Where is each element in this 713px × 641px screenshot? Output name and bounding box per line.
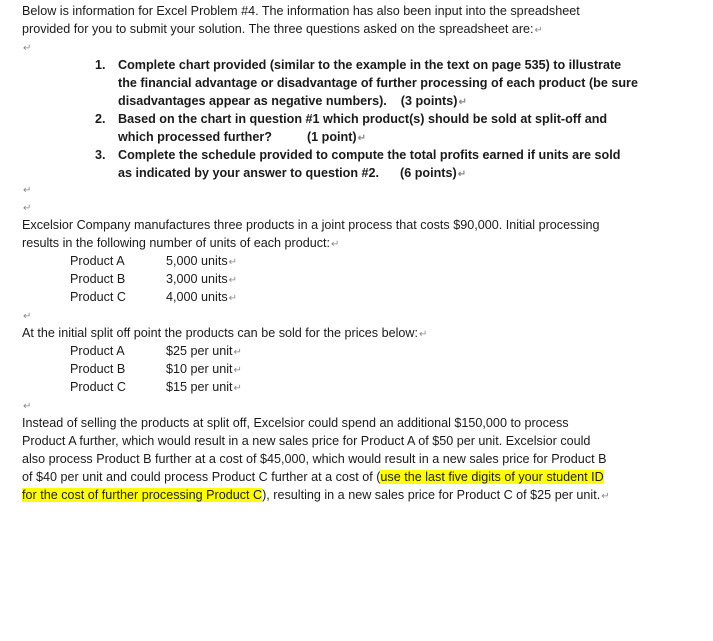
final-line-4 xyxy=(22,468,604,486)
question-text xyxy=(118,56,658,112)
question-line-last xyxy=(118,164,658,184)
product-value-text: 5,000 units xyxy=(166,254,228,268)
question-number: 3. xyxy=(95,148,106,162)
paragraph-mark-icon: ↵ xyxy=(233,347,242,358)
question-number: 1. xyxy=(95,58,106,72)
product-value-text: 3,000 units xyxy=(166,272,228,286)
product-value xyxy=(166,252,237,272)
paragraph-mark-icon: ↵ xyxy=(23,401,32,412)
product-value-text: $25 per unit xyxy=(166,344,233,358)
final-line-1 xyxy=(22,414,569,432)
question-line: disadvantages appear as negative numbers). (3 points) xyxy=(118,94,458,108)
intro-line-1 xyxy=(22,2,580,20)
empty-paragraph xyxy=(22,306,31,326)
paragraph-mark-icon: ↵ xyxy=(23,311,32,322)
company-line-2-text: results in the following number of units of each product: xyxy=(22,236,331,250)
company-line-1-text: Excelsior Company manufactures three products in a joint process that costs $90,000. Initial processing xyxy=(22,218,600,232)
product-value xyxy=(166,360,242,380)
empty-paragraph xyxy=(22,198,31,218)
paragraph-mark-icon: ↵ xyxy=(357,133,366,144)
paragraph-mark-icon: ↵ xyxy=(228,257,238,268)
final-line-2-text: Product A further, which would result in a new sales price for Product A of $50 per unit. Excelsior could xyxy=(22,434,591,448)
final-line-4-text: of $40 per unit and could process Product C further at a cost of ( xyxy=(22,470,381,484)
final-line-5 xyxy=(22,486,610,506)
split-line-1-text: At the initial split off point the products can be sold for the prices below: xyxy=(22,326,418,340)
question-text xyxy=(118,110,658,148)
question-line: the financial advantage or disadvantage of further processing of each product (be sure xyxy=(118,76,638,90)
question-line: which processed further? (1 point) xyxy=(118,130,357,144)
company-line-2 xyxy=(22,234,339,254)
paragraph-mark-icon: ↵ xyxy=(419,329,428,340)
paragraph-mark-icon: ↵ xyxy=(331,239,340,250)
question-line: as indicated by your answer to question #2. (6 points) xyxy=(118,166,457,180)
product-label: Product B xyxy=(70,272,126,286)
company-line-1 xyxy=(22,216,600,234)
question-number: 2. xyxy=(95,112,106,126)
question-text xyxy=(118,146,658,184)
product-value-text: $15 per unit xyxy=(166,380,233,394)
product-value xyxy=(166,378,242,398)
paragraph-mark-icon: ↵ xyxy=(458,97,467,108)
final-line-3-text: also process Product B further at a cost of $45,000, which would result in a new sales price for Product B xyxy=(22,452,607,466)
product-value-text: $10 per unit xyxy=(166,362,233,376)
final-line-5-text: ), resulting in a new sales price for Product C of $25 per unit. xyxy=(262,488,601,502)
question-line: Complete the schedule provided to compute the total profits earned if units are sold xyxy=(118,148,621,162)
paragraph-mark-icon: ↵ xyxy=(228,275,238,286)
product-value-text: 4,000 units xyxy=(166,290,228,304)
product-label: Product A xyxy=(70,344,125,358)
product-value xyxy=(166,288,237,308)
paragraph-mark-icon: ↵ xyxy=(457,169,467,180)
paragraph-mark-icon: ↵ xyxy=(534,25,543,36)
paragraph-mark-icon: ↵ xyxy=(233,365,242,376)
intro-line-1-text: Below is information for Excel Problem #4. The information has also been input into the spreadsheet xyxy=(22,4,580,18)
question-line-last xyxy=(118,92,658,112)
highlighted-instruction: for the cost of further processing Product C xyxy=(22,488,263,502)
product-value xyxy=(166,342,242,362)
split-line-1 xyxy=(22,324,427,344)
highlighted-instruction: use the last five digits of your student ID xyxy=(380,470,604,484)
question-line: Based on the chart in question #1 which product(s) should be sold at split-off and xyxy=(118,112,608,126)
question-line-last xyxy=(118,128,658,148)
final-line-1-text: Instead of selling the products at split off, Excelsior could spend an additional $150,000 to process xyxy=(22,416,569,430)
product-label: Product C xyxy=(70,380,126,394)
intro-line-2-text: provided for you to submit your solution. The three questions asked on the spreadsheet are: xyxy=(22,22,534,36)
product-label: Product B xyxy=(70,362,126,376)
product-label: Product C xyxy=(70,290,126,304)
empty-paragraph xyxy=(22,38,31,58)
paragraph-mark-icon: ↵ xyxy=(23,43,32,54)
product-label: Product A xyxy=(70,254,125,268)
paragraph-mark-icon: ↵ xyxy=(23,185,32,196)
paragraph-mark-icon: ↵ xyxy=(228,293,238,304)
empty-paragraph xyxy=(22,180,31,200)
paragraph-mark-icon: ↵ xyxy=(23,203,32,214)
intro-line-2 xyxy=(22,20,543,40)
question-line: Complete chart provided (similar to the example in the text on page 535) to illustrate xyxy=(118,58,622,72)
paragraph-mark-icon: ↵ xyxy=(233,383,242,394)
final-line-3 xyxy=(22,450,607,468)
final-line-2 xyxy=(22,432,590,450)
paragraph-mark-icon: ↵ xyxy=(601,491,610,502)
product-value xyxy=(166,270,237,290)
empty-paragraph xyxy=(22,396,31,416)
